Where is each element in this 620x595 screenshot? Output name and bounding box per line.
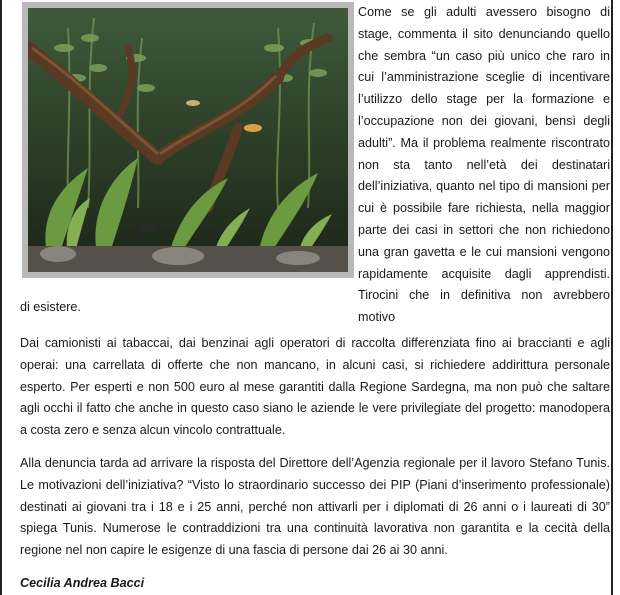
paragraph-1-tail: di esistere. [20, 300, 81, 314]
aquarium-image [28, 8, 348, 272]
article-photo [22, 2, 354, 278]
paragraph-3: Alla denuncia tarda ad arrivare la risposta del Direttore dell’Agenzia regionale per il lavoro Stefano Tunis. Le motivazioni dell’iniziativa? “Visto lo straordinario successo dei PIP (Piani d’inserimento professionale) destinati ai giovani tra i 18 e i 25 anni, perché non attivarli per i diplomati di 26 anni o i laureati di 30” spiega Tunis. Numerose le contraddizioni tra una continuità lavorativa non garantita e la cecità della regione nel non capire le esigenze di una fascia di persone dai 26 ai 30 anni. [20, 456, 610, 558]
author-signature: Cecilia Andrea Bacci [20, 576, 145, 590]
paragraph-2: Dai camionisti ai tabaccai, dai benzinai agli operatori di raccolta differenziata fino ai braccianti e agli operai: una carrellata di offerte che non mancano, in alcuni casi, si richiedere addirittura personale esperto. Per esperti e non 500 euro al mese garantiti dalla Regione Sardegna, ma non può che saltare agli occhi il fatto che anche in questo caso siano le aziende le vere privilegiate del progetto: manodopera a costa zero e senza alcun vincolo contrattuale. [20, 336, 610, 438]
paragraph-1-wrap: Come se gli adulti avessero bisogno di stage, commenta il sito denunciando quello che sembra “un caso più unico che raro in cui l’amministrazione sceglie di incentivare l’utilizzo dello stage per la formazione e l’occupazione non dei giovani, bensì degli adulti”. Ma il problema realmente riscontrato non sta tanto nell’età dei destinatari dell’iniziativa, quanto nel tipo di mansioni per cui è possibile fare richiesta, nella maggior parte dei casi in settori che non richiedono una gran gavetta e le cui mansioni vengono rapidamente acquisite dagli apprendisti. Tirocini che in definitiva non avrebbero motivo [358, 5, 610, 325]
